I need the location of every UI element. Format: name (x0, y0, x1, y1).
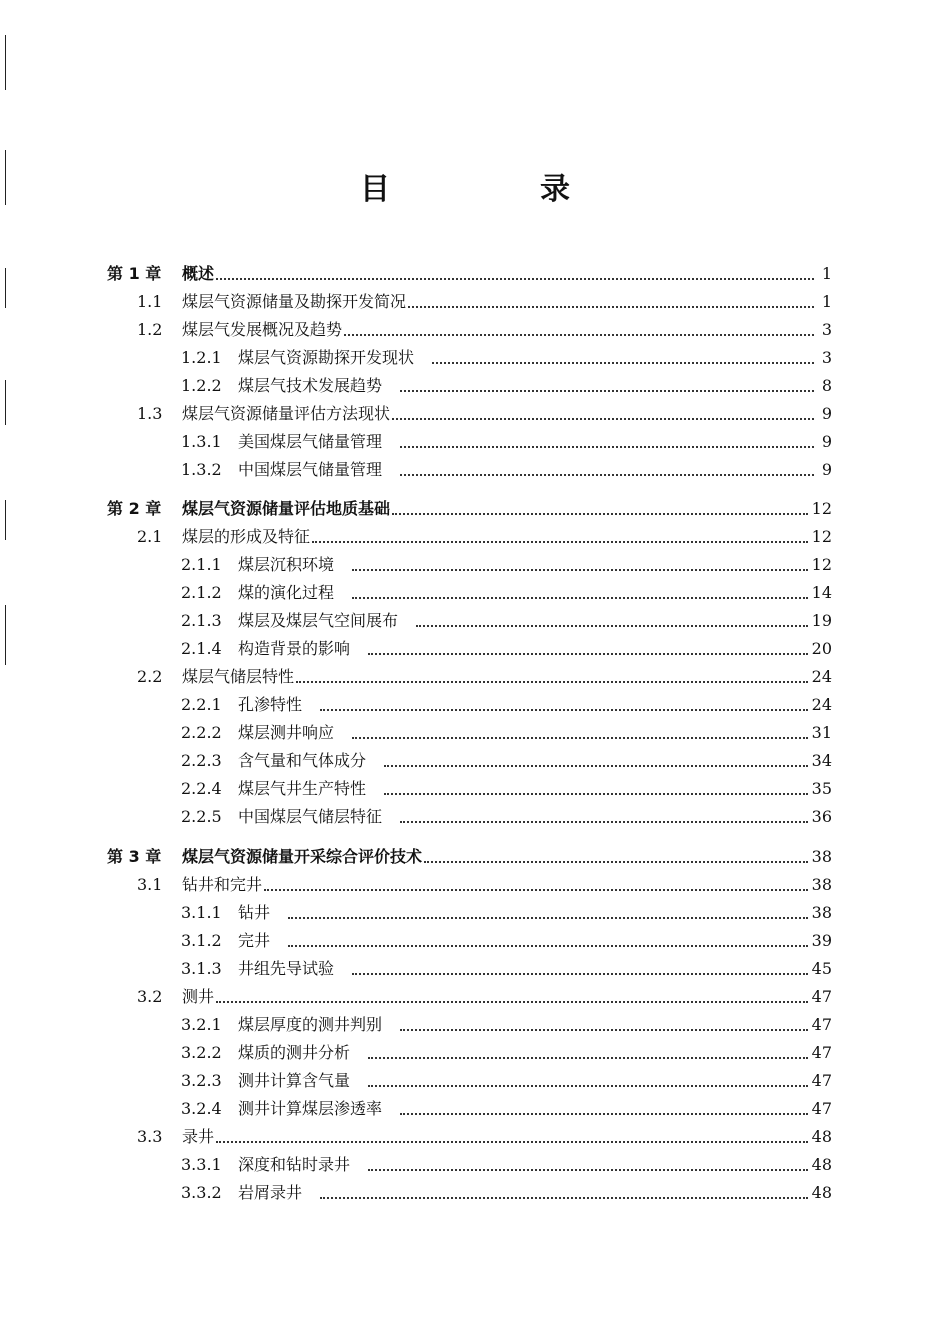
toc-number: 2.2.1 (181, 695, 222, 714)
toc-page-number: 12 (811, 499, 832, 518)
toc-number: 3.3.2 (181, 1183, 222, 1202)
toc-label: 煤层气资源储量及勘探开发简况 (182, 292, 407, 311)
toc-subsection[interactable] (181, 721, 832, 743)
toc-page-number: 34 (811, 751, 832, 770)
toc-number: 第 3 章 (107, 847, 162, 866)
toc-number: 1.2.2 (181, 376, 222, 395)
toc-subsection[interactable] (181, 777, 832, 799)
toc-subsection[interactable] (181, 901, 832, 923)
toc-number: 3.3 (137, 1127, 163, 1146)
toc-label: 概述 (182, 264, 215, 283)
toc-leader-dots (384, 792, 808, 795)
toc-leader-dots (400, 389, 814, 392)
toc-page-number: 48 (811, 1127, 832, 1146)
toc-leader-dots (368, 1168, 808, 1171)
toc-subsection[interactable] (181, 1153, 832, 1175)
toc-page-number: 38 (811, 903, 832, 922)
toc-label: 煤层气资源勘探开发现状 (238, 348, 415, 367)
toc-number: 3.2.1 (181, 1015, 222, 1034)
toc-page-number: 48 (811, 1183, 832, 1202)
toc-section[interactable] (137, 290, 832, 312)
toc-chapter[interactable] (107, 497, 832, 519)
toc-label: 构造背景的影响 (238, 639, 351, 658)
toc-label: 煤质的测井分析 (238, 1043, 351, 1062)
toc-page-number: 47 (811, 1015, 832, 1034)
toc-subsection[interactable] (181, 1013, 832, 1035)
toc-leader-dots (400, 445, 814, 448)
toc-label: 煤层气储层特性 (182, 667, 295, 686)
toc-number: 3.1 (137, 875, 163, 894)
toc-label: 中国煤层气储量管理 (238, 460, 383, 479)
toc-number: 3.2.2 (181, 1043, 222, 1062)
toc-subsection[interactable] (181, 805, 832, 827)
toc-leader-dots (400, 473, 814, 476)
toc-page-number: 38 (811, 847, 832, 866)
toc-label: 煤层及煤层气空间展布 (238, 611, 399, 630)
toc-leader-dots (216, 277, 814, 280)
toc-number: 3.1.2 (181, 931, 222, 950)
toc-page-number: 31 (811, 723, 832, 742)
toc-subsection[interactable] (181, 749, 832, 771)
toc-label: 煤层气资源储量开采综合评价技术 (182, 847, 423, 866)
toc-page-number: 47 (811, 987, 832, 1006)
toc-label: 深度和钻时录井 (238, 1155, 351, 1174)
toc-label: 含气量和气体成分 (238, 751, 367, 770)
toc-number: 2.2.4 (181, 779, 222, 798)
toc-subsection[interactable] (181, 581, 832, 603)
toc-leader-dots (296, 680, 808, 683)
toc-page-number: 12 (811, 527, 832, 546)
toc-chapter[interactable] (107, 262, 832, 284)
toc-page-number: 45 (811, 959, 832, 978)
toc-label: 测井计算煤层渗透率 (238, 1099, 383, 1118)
toc-number: 2.2.5 (181, 807, 222, 826)
toc-leader-dots (352, 596, 808, 599)
toc-leader-dots (432, 361, 814, 364)
toc-subsection[interactable] (181, 458, 832, 480)
toc-leader-dots (408, 305, 814, 308)
toc-number: 2.1.2 (181, 583, 222, 602)
toc-number: 第 2 章 (107, 499, 162, 518)
toc-label: 煤层气资源储量评估方法现状 (182, 404, 391, 423)
toc-section[interactable] (137, 873, 832, 895)
toc-subsection[interactable] (181, 1069, 832, 1091)
toc-number: 3.2 (137, 987, 163, 1006)
toc-leader-dots (288, 944, 808, 947)
toc-page-number: 3 (821, 320, 832, 339)
toc-label: 孔渗特性 (238, 695, 303, 714)
toc-subsection[interactable] (181, 609, 832, 631)
toc-label: 煤层气资源储量评估地质基础 (182, 499, 391, 518)
toc-page-number: 35 (811, 779, 832, 798)
toc-leader-dots (400, 820, 808, 823)
toc-subsection[interactable] (181, 929, 832, 951)
toc-leader-dots (368, 652, 808, 655)
toc-leader-dots (216, 1140, 808, 1143)
toc-label: 井组先导试验 (238, 959, 335, 978)
toc-leader-dots (320, 1196, 808, 1199)
toc-leader-dots (368, 1084, 808, 1087)
toc-leader-dots (352, 972, 808, 975)
toc-number: 3.3.1 (181, 1155, 222, 1174)
toc-leader-dots (264, 888, 808, 891)
toc-section[interactable] (137, 525, 832, 547)
toc-leader-dots (400, 1112, 808, 1115)
toc-label: 煤层气技术发展趋势 (238, 376, 383, 395)
toc-page-number: 19 (811, 611, 832, 630)
toc-page-number: 36 (811, 807, 832, 826)
toc-subsection[interactable] (181, 693, 832, 715)
toc-number: 2.1.1 (181, 555, 222, 574)
toc-number: 3.2.4 (181, 1099, 222, 1118)
toc-section[interactable] (137, 402, 832, 424)
toc-leader-dots (344, 333, 814, 336)
toc-subsection[interactable] (181, 374, 832, 396)
toc-subsection[interactable] (181, 1041, 832, 1063)
toc-number: 2.2.2 (181, 723, 222, 742)
toc-number: 2.2.3 (181, 751, 222, 770)
toc-page-number: 47 (811, 1099, 832, 1118)
toc-subsection[interactable] (181, 1097, 832, 1119)
toc-leader-dots (416, 624, 808, 627)
toc-label: 岩屑录井 (238, 1183, 303, 1202)
toc-label: 录井 (182, 1127, 215, 1146)
toc-page-number: 14 (811, 583, 832, 602)
toc-number: 2.2 (137, 667, 163, 686)
toc-leader-dots (368, 1056, 808, 1059)
toc-page-number: 8 (821, 376, 832, 395)
toc-label: 煤层沉积环境 (238, 555, 335, 574)
toc-leader-dots (392, 417, 814, 420)
toc-page-number: 47 (811, 1043, 832, 1062)
toc-subsection[interactable] (181, 430, 832, 452)
toc-number: 1.2 (137, 320, 163, 339)
toc-number: 1.3 (137, 404, 163, 423)
toc-page-number: 12 (811, 555, 832, 574)
toc-number: 2.1.3 (181, 611, 222, 630)
toc-page-number: 48 (811, 1155, 832, 1174)
toc-page-number: 47 (811, 1071, 832, 1090)
toc-label: 钻井和完井 (182, 875, 263, 894)
toc-number: 2.1 (137, 527, 163, 546)
toc-page-number: 24 (811, 695, 832, 714)
toc-number: 3.1.1 (181, 903, 222, 922)
page-title: 目 录 (360, 172, 630, 207)
toc-leader-dots (352, 568, 808, 571)
toc-number: 第 1 章 (107, 264, 162, 283)
toc-section[interactable] (137, 1125, 832, 1147)
toc-leader-dots (424, 860, 808, 863)
toc-leader-dots (352, 736, 808, 739)
toc-subsection[interactable] (181, 637, 832, 659)
toc-number: 3.2.3 (181, 1071, 222, 1090)
toc-section[interactable] (137, 665, 832, 687)
toc-number: 2.1.4 (181, 639, 222, 658)
toc-label: 煤层气发展概况及趋势 (182, 320, 343, 339)
toc-page-number: 9 (821, 460, 832, 479)
toc-label: 煤层测井响应 (238, 723, 335, 742)
toc-label: 完井 (238, 931, 271, 950)
toc-page-number: 1 (821, 264, 832, 283)
toc-leader-dots (288, 916, 808, 919)
toc-leader-dots (320, 708, 808, 711)
toc-page-number: 38 (811, 875, 832, 894)
toc-leader-dots (312, 540, 808, 543)
toc-subsection[interactable] (181, 553, 832, 575)
toc-page-number: 20 (811, 639, 832, 658)
toc-subsection[interactable] (181, 957, 832, 979)
toc-leader-dots (400, 1028, 808, 1031)
toc-section[interactable] (137, 985, 832, 1007)
toc-label: 钻井 (238, 903, 271, 922)
toc-page-number: 3 (821, 348, 832, 367)
toc-number: 1.3.2 (181, 460, 222, 479)
toc-number: 3.1.3 (181, 959, 222, 978)
toc-label: 美国煤层气储量管理 (238, 432, 383, 451)
toc-page-number: 9 (821, 432, 832, 451)
toc-page-number: 39 (811, 931, 832, 950)
toc-leader-dots (392, 512, 808, 515)
toc-page-number: 1 (821, 292, 832, 311)
toc-section[interactable] (137, 318, 832, 340)
toc-leader-dots (384, 764, 808, 767)
toc-number: 1.3.1 (181, 432, 222, 451)
toc-chapter[interactable] (107, 845, 832, 867)
toc-label: 煤层气井生产特性 (238, 779, 367, 798)
toc-label: 中国煤层气储层特征 (238, 807, 383, 826)
toc-label: 煤层的形成及特征 (182, 527, 311, 546)
toc-subsection[interactable] (181, 1181, 832, 1203)
toc-label: 煤层厚度的测井判别 (238, 1015, 383, 1034)
toc-label: 测井计算含气量 (238, 1071, 351, 1090)
toc-number: 1.1 (137, 292, 163, 311)
toc-subsection[interactable] (181, 346, 832, 368)
toc-label: 测井 (182, 987, 215, 1006)
toc-leader-dots (216, 1000, 808, 1003)
toc-number: 1.2.1 (181, 348, 222, 367)
toc-page-number: 24 (811, 667, 832, 686)
toc-page-number: 9 (821, 404, 832, 423)
toc-label: 煤的演化过程 (238, 583, 335, 602)
